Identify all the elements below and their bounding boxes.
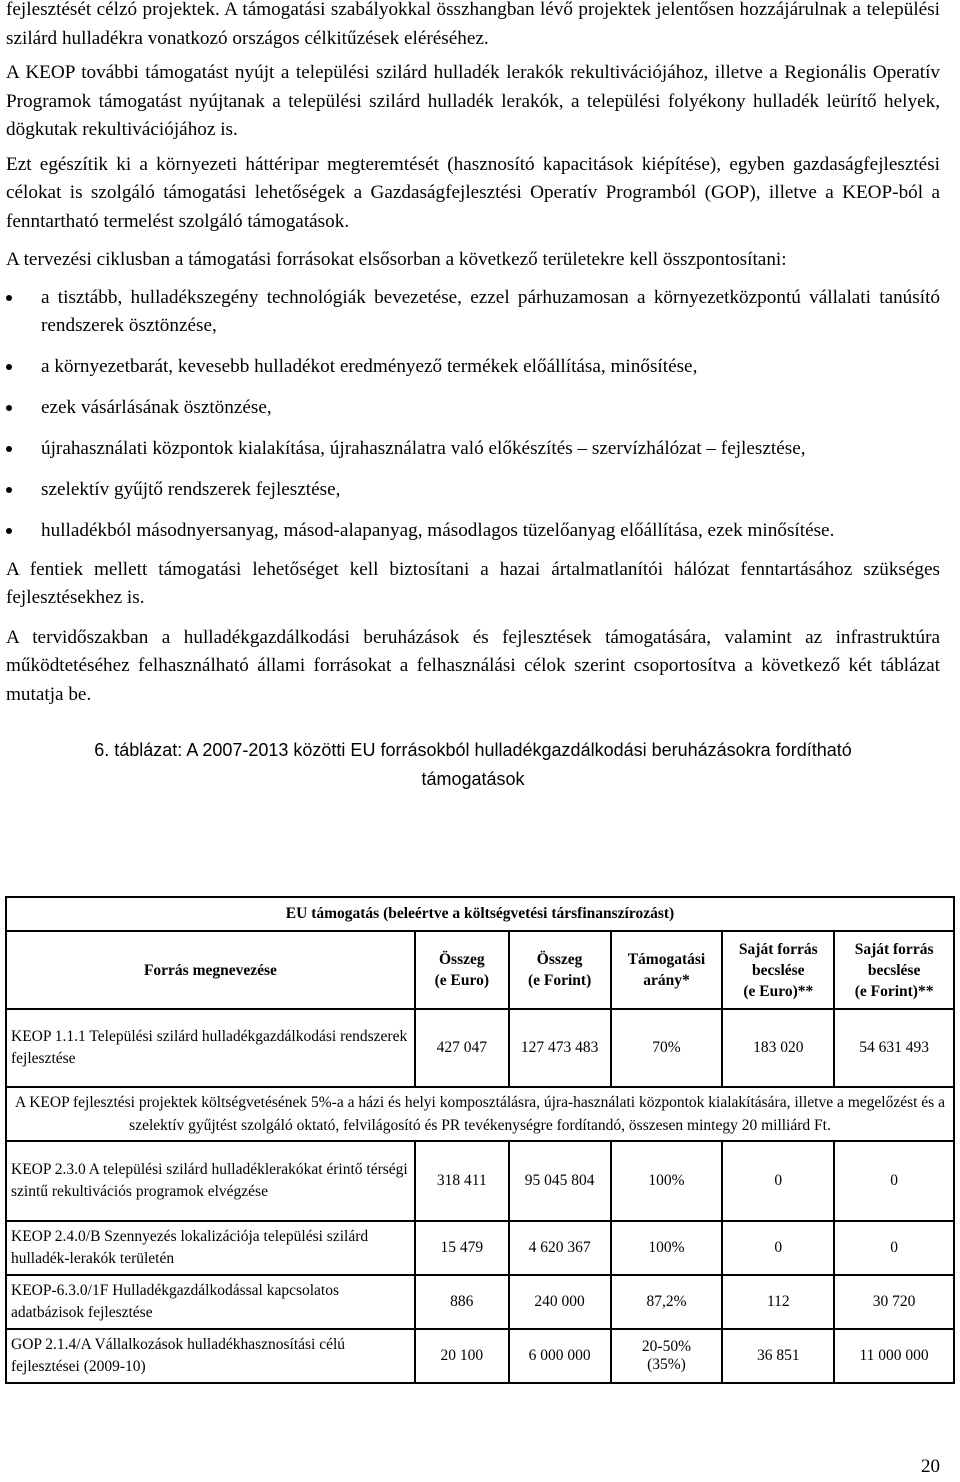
header-amount-huf: Összeg (e Forint): [509, 931, 611, 1009]
row-support-ratio: 87,2%: [611, 1275, 723, 1329]
row-own-source-eur: 112: [722, 1275, 834, 1329]
header-own-source-eur: Saját forrás becslése (e Euro)**: [722, 931, 834, 1009]
table-row: [6, 1009, 954, 1087]
header-own-source-huf: Saját forrás becslése (e Forint)**: [834, 931, 954, 1009]
table-row: [6, 1275, 954, 1329]
row-own-source-huf: 54 631 493: [834, 1009, 954, 1087]
row-amount-huf: 240 000: [509, 1275, 611, 1329]
table-note: A KEOP fejlesztési projektek költségvetésének 5%-a a házi és helyi komposztálásra, újra-használati központok kialakítására, illetve a megelőzést és a szelektív gyűjtést szolgáló oktató, felvilágosító és PR tevékenységre fordítandó, összesen mintegy 20 milliárd Ft.: [6, 1087, 954, 1141]
row-own-source-eur: 0: [722, 1221, 834, 1275]
bullet-text: szelektív gyűjtő rendszerek fejlesztése,: [41, 478, 341, 500]
header-support-ratio: Támogatási arány*: [611, 931, 723, 1009]
row-amount-huf: 6 000 000: [509, 1329, 611, 1383]
paragraph-6: A fentiek mellett támogatási lehetőséget kell biztosítani a hazai ártalmatlanítói hálózat fenntartásához szükséges fejlesztésekhez is.: [6, 558, 940, 608]
row-support-ratio: 20-50% (35%): [611, 1329, 723, 1383]
row-source-name: KEOP 2.3.0 A települési szilárd hulladéklerakókat érintő térségi szintű rekultivációs programok elvégzése: [6, 1141, 415, 1221]
bullet-text: újrahasználati központok kialakítása, újrahasználatra való előkészítés – szervízhálózat – fejlesztése,: [41, 437, 806, 459]
bullet-icon: [6, 364, 12, 370]
paragraph-4: A tervezési ciklusban a támogatási forrásokat elsősorban a következő területekre kell összpontosítani:: [6, 249, 787, 270]
bullet-item: [6, 435, 940, 463]
bullet-icon: [6, 405, 12, 411]
row-own-source-eur: 183 020: [722, 1009, 834, 1087]
row-own-source-huf: 0: [834, 1221, 954, 1275]
bullet-icon: [6, 487, 12, 493]
bullet-item: [6, 284, 940, 340]
table-caption-line-1: 6. táblázat: A 2007-2013 közötti EU forrásokból hulladékgazdálkodási beruházásokra fordítható: [94, 740, 852, 760]
bullet-icon: [6, 528, 12, 534]
table-note-row: [6, 1087, 954, 1141]
document-page: [6, 0, 940, 794]
table-row: [6, 1221, 954, 1275]
table-header-row: [6, 931, 954, 1009]
table-caption-line-2: támogatások: [421, 769, 525, 789]
bullet-item: [6, 394, 940, 422]
row-amount-eur: 318 411: [415, 1141, 509, 1221]
row-amount-eur: 20 100: [415, 1329, 509, 1383]
bullet-icon: [6, 446, 12, 452]
header-source: Forrás megnevezése: [6, 931, 415, 1009]
paragraph-1: fejlesztését célzó projektek. A támogatási szabályokkal összhangban lévő projektek jelentősen hozzájárulnak a települési szilárd hulladékra vonatkozó országos célkitűzések eléréséhez.: [6, 0, 940, 49]
row-support-ratio: 100%: [611, 1141, 723, 1221]
bullet-list: [6, 284, 940, 545]
row-source-name: KEOP 1.1.1 Települési szilárd hulladékgazdálkodási rendszerek fejlesztése: [6, 1009, 415, 1087]
row-source-name: GOP 2.1.4/A Vállalkozások hulladékhasznosítási célú fejlesztései (2009-10): [6, 1329, 415, 1383]
bullet-item: [6, 476, 940, 504]
row-own-source-eur: 0: [722, 1141, 834, 1221]
table-row: [6, 1141, 954, 1221]
table-top-header-row: [6, 897, 954, 931]
bullet-text: a tisztább, hulladékszegény technológiák bevezetése, ezzel párhuzamosan a környezetközpontú vállalati tanúsító rendszerek ösztönzése,: [41, 286, 940, 336]
row-own-source-huf: 30 720: [834, 1275, 954, 1329]
eu-funding-table: [5, 896, 955, 1384]
paragraph-2: A KEOP további támogatást nyújt a települési szilárd hulladék lerakók rekultivációjához, illetve a Regionális Operatív Programok támogatást nyújtanak a települési szilárd hulladék lerakók, a települési folyékony hulladék leürítő helyek, dögkutak rekultivációjához is.: [6, 62, 940, 140]
row-amount-huf: 127 473 483: [509, 1009, 611, 1087]
paragraph-7: A tervidőszakban a hulladékgazdálkodási beruházások és fejlesztések támogatására, valamint az infrastruktúra működtetéséhez felhasználható állami forrásokat a felhasználási célok szerint csoportosítva a következő két táblázat mutatja be.: [6, 626, 940, 705]
bullet-item: [6, 353, 940, 381]
row-source-name: KEOP 2.4.0/B Szennyezés lokalizációja települési szilárd hulladék-lerakók területén: [6, 1221, 415, 1275]
paragraph-3: Ezt egészítik ki a környezeti háttéripar megteremtését (hasznosító kapacitások kiépítése), egyben gazdaságfejlesztési célokat is szolgáló támogatási lehetőségek a Gazdaságfejlesztési Operatív Programból (GOP), illetve a KEOP-ból a fenntartható termelést szolgáló támogatások.: [6, 153, 940, 232]
row-own-source-eur: 36 851: [722, 1329, 834, 1383]
row-amount-huf: 4 620 367: [509, 1221, 611, 1275]
page-number: 20: [921, 1456, 940, 1477]
row-amount-eur: 15 479: [415, 1221, 509, 1275]
row-own-source-huf: 11 000 000: [834, 1329, 954, 1383]
row-amount-eur: 427 047: [415, 1009, 509, 1087]
bullet-icon: [6, 295, 12, 301]
table-caption: [6, 736, 940, 794]
row-amount-eur: 886: [415, 1275, 509, 1329]
bullet-text: a környezetbarát, kevesebb hulladékot eredményező termékek előállítása, minősítése,: [41, 355, 698, 377]
bullet-text: ezek vásárlásának ösztönzése,: [41, 396, 272, 418]
row-support-ratio: 70%: [611, 1009, 723, 1087]
row-source-name: KEOP-6.3.0/1F Hulladékgazdálkodással kapcsolatos adatbázisok fejlesztése: [6, 1275, 415, 1329]
header-amount-eur: Összeg (e Euro): [415, 931, 509, 1009]
table-row: [6, 1329, 954, 1383]
row-own-source-huf: 0: [834, 1141, 954, 1221]
bullet-text: hulladékból másodnyersanyag, másod-alapanyag, másodlagos tüzelőanyag előállítása, ezek minősítése.: [41, 519, 835, 541]
table-top-header: EU támogatás (beleértve a költségvetési társfinanszírozást): [6, 897, 954, 931]
row-support-ratio: 100%: [611, 1221, 723, 1275]
bullet-item: [6, 517, 940, 545]
row-amount-huf: 95 045 804: [509, 1141, 611, 1221]
